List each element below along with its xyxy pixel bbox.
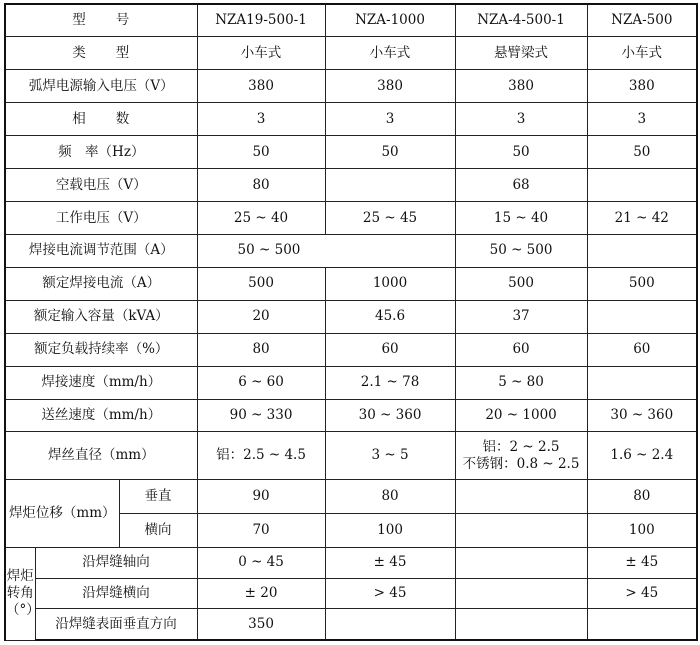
row-angle-surface-normal: [5, 609, 697, 640]
cell: 50 ~ 500: [197, 234, 455, 267]
cell-line: 铝：2 ~ 2.5: [482, 438, 560, 455]
cell: 20 ~ 1000: [455, 399, 587, 432]
cell: 500: [197, 267, 325, 300]
cell: 铝：2.5 ~ 4.5: [197, 432, 325, 479]
cell: 21 ~ 42: [587, 202, 697, 235]
cell: 380: [197, 70, 325, 103]
cell: 20: [197, 300, 325, 333]
cell: 3: [197, 103, 325, 136]
cell: ± 45: [587, 547, 697, 578]
cell: [587, 300, 697, 333]
cell: [455, 609, 587, 640]
model-nza19-500-1: NZA19-500-1: [197, 4, 325, 37]
cell: [587, 609, 697, 640]
cell: 1000: [325, 267, 455, 300]
cell: 80: [197, 333, 325, 366]
row-input-voltage: [5, 70, 697, 103]
cell: 60: [455, 333, 587, 366]
row-label: 空载电压（V）: [5, 169, 197, 202]
welder-spec-table: [4, 3, 698, 641]
cell: 500: [587, 267, 697, 300]
row-rated-current: [5, 267, 697, 300]
cell: [455, 547, 587, 578]
sub-label: 横向: [119, 513, 197, 547]
cell: 25 ~ 45: [325, 202, 455, 235]
cell: 70: [197, 513, 325, 547]
row-wire-diameter: [5, 432, 697, 479]
row-working-voltage: [5, 202, 697, 235]
cell: [325, 609, 455, 640]
model-nza-500: NZA-500: [587, 4, 697, 37]
sub-label: 沿焊缝横向: [35, 578, 197, 609]
cell: 3: [587, 103, 697, 136]
cell: 50: [325, 136, 455, 169]
cell: [455, 479, 587, 513]
row-label: 焊接速度（mm/h）: [5, 366, 197, 399]
cell: 25 ~ 40: [197, 202, 325, 235]
cell: ± 20: [197, 578, 325, 609]
cell: 3: [455, 103, 587, 136]
cell: 60: [587, 333, 697, 366]
cell: > 45: [587, 578, 697, 609]
sub-label: 垂直: [119, 479, 197, 513]
cell: 380: [587, 70, 697, 103]
cell: 2.1 ~ 78: [325, 366, 455, 399]
cell: 380: [455, 70, 587, 103]
cell: 1.6 ~ 2.4: [587, 432, 697, 479]
cell: 100: [587, 513, 697, 547]
cell: 小车式: [325, 37, 455, 70]
sub-label: 沿焊缝表面垂直方向: [35, 609, 197, 640]
row-label: 额定输入容量（kVA）: [5, 300, 197, 333]
cell: 小车式: [587, 37, 697, 70]
row-label: 频 率（Hz）: [5, 136, 197, 169]
row-welding-speed: [5, 366, 697, 399]
row-label: 工作电压（V）: [5, 202, 197, 235]
row-label: 焊接电流调节范围（A）: [5, 234, 197, 267]
cell: 45.6: [325, 300, 455, 333]
row-torch-vertical: [5, 479, 697, 513]
cell: 100: [325, 513, 455, 547]
cell: 80: [325, 479, 455, 513]
cell: 3: [325, 103, 455, 136]
row-duty-cycle: [5, 333, 697, 366]
cell: 3 ~ 5: [325, 432, 455, 479]
cell-line: 不锈钢：0.8 ~ 2.5: [462, 455, 580, 472]
header-label: 型 号: [5, 4, 197, 37]
cell: 悬臂梁式: [455, 37, 587, 70]
cell: > 45: [325, 578, 455, 609]
model-nza-4-500-1: NZA-4-500-1: [455, 4, 587, 37]
cell: 500: [455, 267, 587, 300]
row-label: 类 型: [5, 37, 197, 70]
row-label: 额定焊接电流（A）: [5, 267, 197, 300]
row-angle-transverse: [5, 578, 697, 609]
sub-label: 沿焊缝轴向: [35, 547, 197, 578]
row-current-range: [5, 234, 697, 267]
cell: 50 ~ 500: [455, 234, 587, 267]
cell: 350: [197, 609, 325, 640]
cell: 80: [587, 479, 697, 513]
row-frequency: [5, 136, 697, 169]
row-model: [5, 4, 697, 37]
model-nza-1000: NZA-1000: [325, 4, 455, 37]
cell: 90: [197, 479, 325, 513]
cell: 5 ~ 80: [455, 366, 587, 399]
cell: 80: [197, 169, 325, 202]
cell: [455, 513, 587, 547]
cell: [587, 169, 697, 202]
row-label: 弧焊电源输入电压（V）: [5, 70, 197, 103]
row-angle-axial: [5, 547, 697, 578]
cell-multiline: [455, 432, 587, 479]
cell: 380: [325, 70, 455, 103]
row-label: 送丝速度（mm/h）: [5, 399, 197, 432]
cell: ± 45: [325, 547, 455, 578]
cell: 90 ~ 330: [197, 399, 325, 432]
cell: 50: [455, 136, 587, 169]
cell: 0 ~ 45: [197, 547, 325, 578]
cell: 15 ~ 40: [455, 202, 587, 235]
cell: 30 ~ 360: [325, 399, 455, 432]
row-rated-capacity: [5, 300, 697, 333]
cell: 37: [455, 300, 587, 333]
row-feed-speed: [5, 399, 697, 432]
cell: 68: [455, 169, 587, 202]
row-label: 相 数: [5, 103, 197, 136]
cell: [587, 366, 697, 399]
cell: 60: [325, 333, 455, 366]
cell: 30 ~ 360: [587, 399, 697, 432]
cell: 小车式: [197, 37, 325, 70]
cell: 50: [197, 136, 325, 169]
cell: [455, 578, 587, 609]
row-phases: [5, 103, 697, 136]
row-label: 焊炬转角（°）: [5, 547, 35, 640]
row-no-load-voltage: [5, 169, 697, 202]
cell: 50: [587, 136, 697, 169]
cell: [325, 169, 455, 202]
row-label: 焊炬位移（mm）: [5, 479, 119, 547]
row-label: 额定负载持续率（%）: [5, 333, 197, 366]
row-label: 焊丝直径（mm）: [5, 432, 197, 479]
cell: [587, 234, 697, 267]
cell: 6 ~ 60: [197, 366, 325, 399]
row-type: [5, 37, 697, 70]
